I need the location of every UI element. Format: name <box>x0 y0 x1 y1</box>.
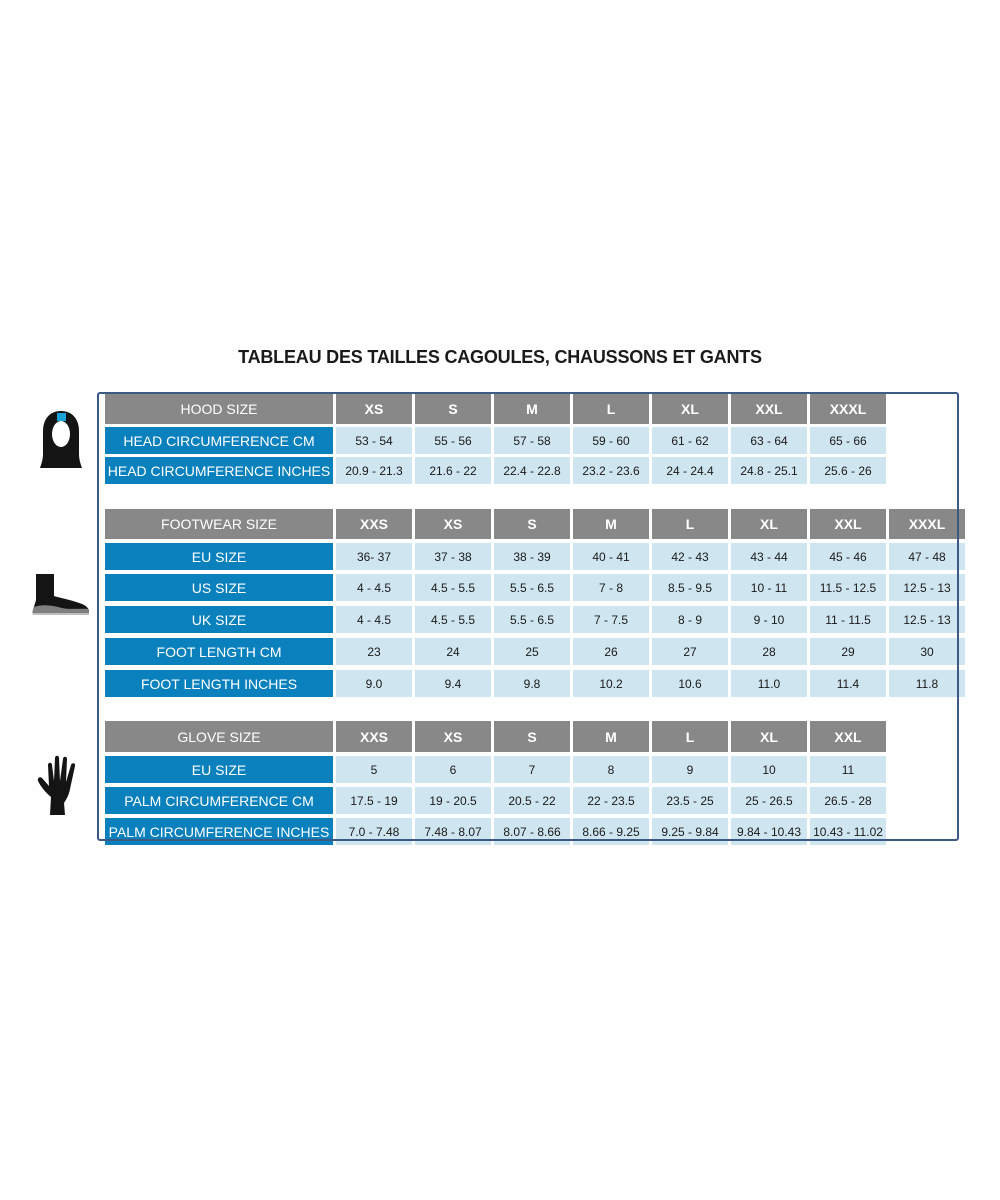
value-cell: 23.2 - 23.6 <box>573 457 649 484</box>
value-cell: 7 - 7.5 <box>573 606 649 633</box>
value-cell: 30 <box>889 638 965 665</box>
value-cell: 21.6 - 22 <box>415 457 491 484</box>
value-cell: 5.5 - 6.5 <box>494 574 570 601</box>
value-cell: 28 <box>731 638 807 665</box>
row-label: EU SIZE <box>105 756 333 783</box>
section-header-label: HOOD SIZE <box>105 394 333 424</box>
value-cell: 6 <box>415 756 491 783</box>
value-cell: 5.5 - 6.5 <box>494 606 570 633</box>
value-cell: 9.4 <box>415 670 491 697</box>
glove-icon <box>37 753 85 817</box>
size-header-cell: XS <box>336 394 412 424</box>
value-cell: 20.5 - 22 <box>494 787 570 814</box>
row-label: US SIZE <box>105 574 333 601</box>
value-cell: 23 <box>336 638 412 665</box>
value-cell: 22 - 23.5 <box>573 787 649 814</box>
value-cell: 4.5 - 5.5 <box>415 574 491 601</box>
row-label: HEAD CIRCUMFERENCE INCHES <box>105 457 333 484</box>
row-label: EU SIZE <box>105 543 333 570</box>
value-cell: 10.6 <box>652 670 728 697</box>
value-cell: 65 - 66 <box>810 427 886 454</box>
row-label: HEAD CIRCUMFERENCE CM <box>105 427 333 454</box>
value-cell: 9.8 <box>494 670 570 697</box>
boot-icon <box>32 572 90 618</box>
value-cell: 26.5 - 28 <box>810 787 886 814</box>
value-cell: 9.25 - 9.84 <box>652 818 728 845</box>
size-header-cell: L <box>652 509 728 539</box>
value-cell: 59 - 60 <box>573 427 649 454</box>
size-header-cell: XL <box>652 394 728 424</box>
value-cell: 40 - 41 <box>573 543 649 570</box>
value-cell: 4 - 4.5 <box>336 574 412 601</box>
value-cell: 53 - 54 <box>336 427 412 454</box>
size-header-cell: L <box>573 394 649 424</box>
value-cell: 10.2 <box>573 670 649 697</box>
value-cell: 9.84 - 10.43 <box>731 818 807 845</box>
row-label: FOOT LENGTH CM <box>105 638 333 665</box>
size-header-cell: XXL <box>810 721 886 752</box>
value-cell: 36- 37 <box>336 543 412 570</box>
value-cell: 11 <box>810 756 886 783</box>
value-cell: 8.07 - 8.66 <box>494 818 570 845</box>
value-cell: 55 - 56 <box>415 427 491 454</box>
value-cell: 38 - 39 <box>494 543 570 570</box>
hood-icon <box>40 410 82 470</box>
size-header-cell: XS <box>415 721 491 752</box>
value-cell: 63 - 64 <box>731 427 807 454</box>
value-cell: 26 <box>573 638 649 665</box>
value-cell: 11 - 11.5 <box>810 606 886 633</box>
value-cell: 7 - 8 <box>573 574 649 601</box>
row-label: PALM CIRCUMFERENCE CM <box>105 787 333 814</box>
size-header-cell: M <box>573 721 649 752</box>
value-cell: 25 - 26.5 <box>731 787 807 814</box>
value-cell: 61 - 62 <box>652 427 728 454</box>
value-cell: 24.8 - 25.1 <box>731 457 807 484</box>
size-header-cell: XS <box>415 509 491 539</box>
value-cell: 4.5 - 5.5 <box>415 606 491 633</box>
size-header-cell: M <box>494 394 570 424</box>
value-cell: 9 <box>652 756 728 783</box>
value-cell: 20.9 - 21.3 <box>336 457 412 484</box>
value-cell: 7.48 - 8.07 <box>415 818 491 845</box>
size-header-cell: XXXL <box>889 509 965 539</box>
size-header-cell: XXL <box>810 509 886 539</box>
value-cell: 23.5 - 25 <box>652 787 728 814</box>
size-header-cell: XXS <box>336 509 412 539</box>
size-header-cell: S <box>494 509 570 539</box>
value-cell: 8 - 9 <box>652 606 728 633</box>
value-cell: 19 - 20.5 <box>415 787 491 814</box>
size-header-cell: XL <box>731 721 807 752</box>
row-label: PALM CIRCUMFERENCE INCHES <box>105 818 333 845</box>
size-header-cell: XL <box>731 509 807 539</box>
value-cell: 57 - 58 <box>494 427 570 454</box>
value-cell: 47 - 48 <box>889 543 965 570</box>
value-cell: 29 <box>810 638 886 665</box>
value-cell: 11.5 - 12.5 <box>810 574 886 601</box>
size-header-cell: S <box>415 394 491 424</box>
value-cell: 12.5 - 13 <box>889 606 965 633</box>
value-cell: 12.5 - 13 <box>889 574 965 601</box>
value-cell: 11.8 <box>889 670 965 697</box>
value-cell: 10 - 11 <box>731 574 807 601</box>
value-cell: 42 - 43 <box>652 543 728 570</box>
section-header-label: FOOTWEAR SIZE <box>105 509 333 539</box>
size-header-cell: XXXL <box>810 394 886 424</box>
value-cell: 8.66 - 9.25 <box>573 818 649 845</box>
size-header-cell: L <box>652 721 728 752</box>
value-cell: 11.0 <box>731 670 807 697</box>
value-cell: 7.0 - 7.48 <box>336 818 412 845</box>
size-header-cell: S <box>494 721 570 752</box>
value-cell: 9.0 <box>336 670 412 697</box>
value-cell: 43 - 44 <box>731 543 807 570</box>
value-cell: 37 - 38 <box>415 543 491 570</box>
value-cell: 24 - 24.4 <box>652 457 728 484</box>
value-cell: 8.5 - 9.5 <box>652 574 728 601</box>
value-cell: 9 - 10 <box>731 606 807 633</box>
value-cell: 17.5 - 19 <box>336 787 412 814</box>
row-label: UK SIZE <box>105 606 333 633</box>
value-cell: 25.6 - 26 <box>810 457 886 484</box>
row-label: FOOT LENGTH INCHES <box>105 670 333 697</box>
value-cell: 11.4 <box>810 670 886 697</box>
value-cell: 4 - 4.5 <box>336 606 412 633</box>
page-title: TABLEAU DES TAILLES CAGOULES, CHAUSSONS ET GANTS <box>238 347 762 367</box>
value-cell: 5 <box>336 756 412 783</box>
value-cell: 45 - 46 <box>810 543 886 570</box>
value-cell: 7 <box>494 756 570 783</box>
value-cell: 10 <box>731 756 807 783</box>
value-cell: 22.4 - 22.8 <box>494 457 570 484</box>
value-cell: 25 <box>494 638 570 665</box>
size-header-cell: XXL <box>731 394 807 424</box>
section-header-label: GLOVE SIZE <box>105 721 333 752</box>
size-header-cell: M <box>573 509 649 539</box>
value-cell: 10.43 - 11.02 <box>810 818 886 845</box>
size-header-cell: XXS <box>336 721 412 752</box>
value-cell: 24 <box>415 638 491 665</box>
value-cell: 27 <box>652 638 728 665</box>
value-cell: 8 <box>573 756 649 783</box>
